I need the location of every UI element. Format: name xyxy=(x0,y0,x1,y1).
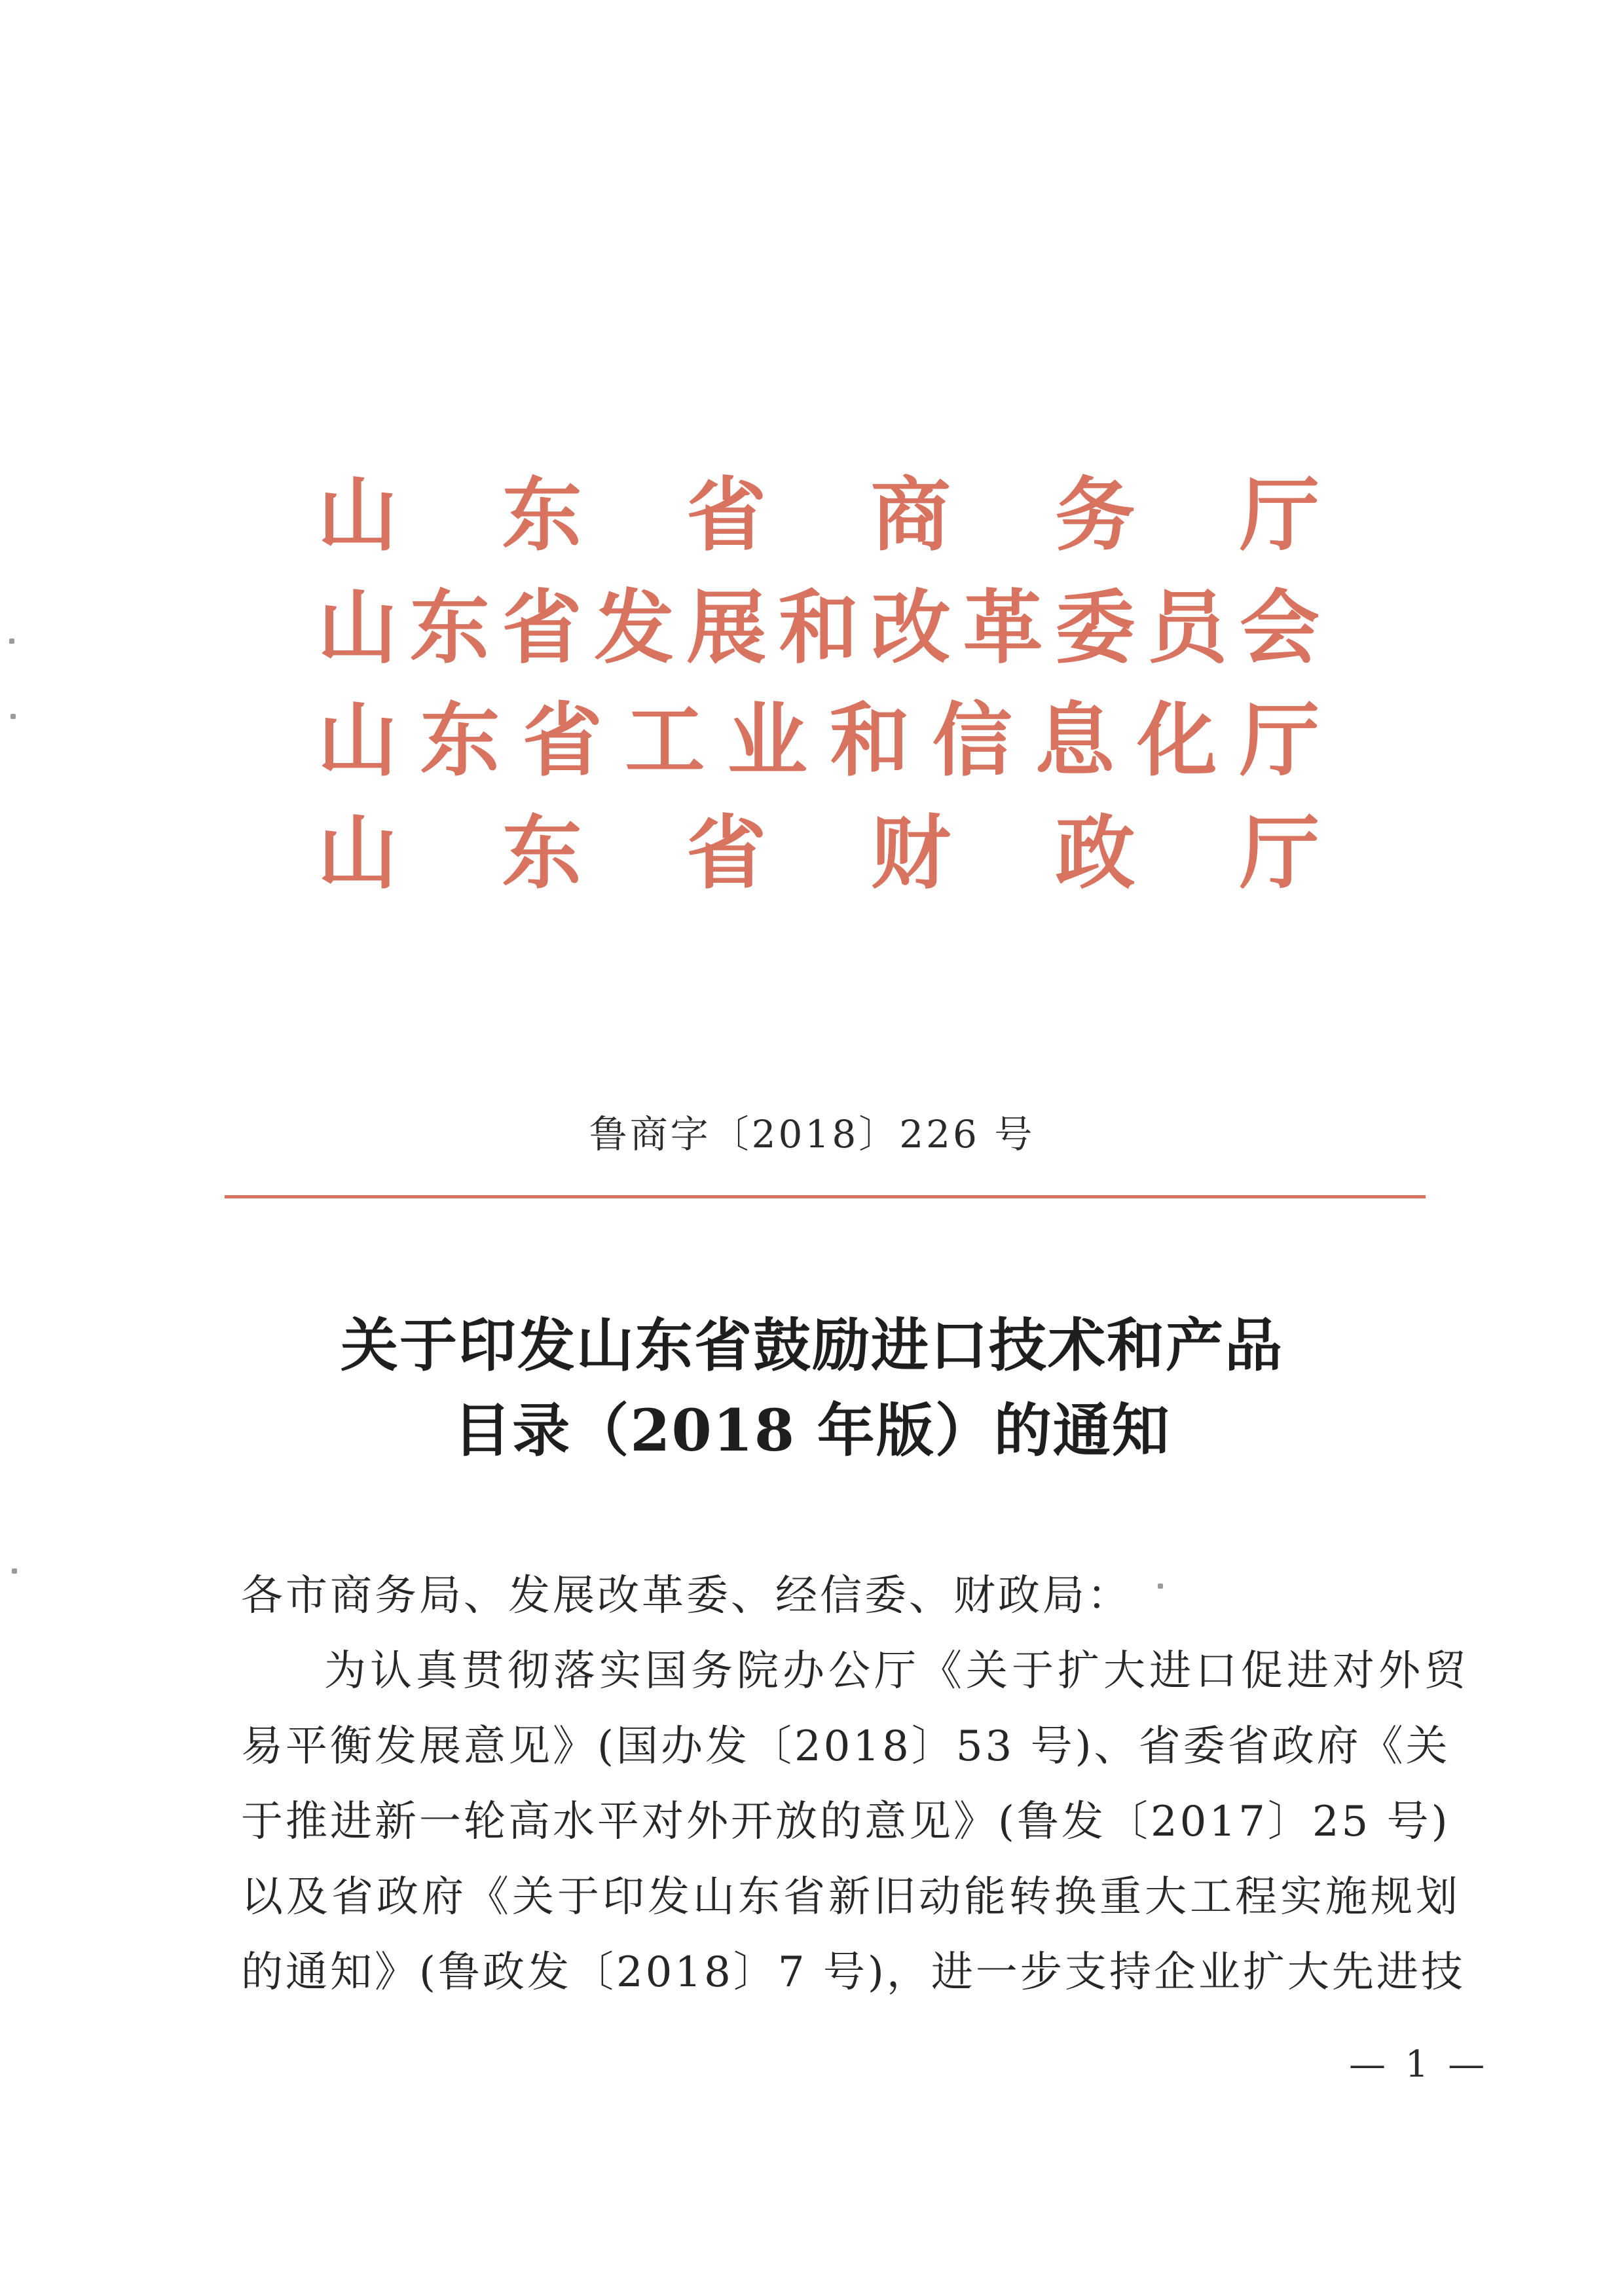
issuer-char: 信 xyxy=(932,693,1012,787)
scan-speck xyxy=(10,714,16,719)
body-line: 以及省政府《关于印发山东省新旧动能转换重大工程实施规划 xyxy=(241,1873,1461,1921)
issuer-char: 商 xyxy=(870,468,951,562)
issuer-char: 省 xyxy=(502,580,582,675)
body-line: 为认真贯彻落实国务院办公厅《关于扩大进口促进对外贸 xyxy=(324,1647,1470,1695)
issuer-finance-department xyxy=(318,796,1320,909)
scan-speck xyxy=(12,1568,17,1574)
body-line: 于推进新一轮高水平对外开放的意见》(鲁发〔2017〕25 号) xyxy=(241,1798,1450,1846)
document-title-line-1: 关于印发山东省鼓励进口技术和产品 xyxy=(340,1311,1283,1379)
body-line: 的通知》(鲁政发〔2018〕7 号)，进一步支持企业扩大先进技 xyxy=(241,1948,1466,1997)
issuer-char: 东 xyxy=(502,468,582,562)
issuer-char: 展 xyxy=(686,580,767,675)
issuer-industry-it-department xyxy=(318,684,1320,796)
issuer-development-reform-commission xyxy=(318,571,1320,684)
issuer-char: 东 xyxy=(409,580,490,675)
issuer-char: 省 xyxy=(686,805,767,900)
issuer-char: 息 xyxy=(1035,693,1115,787)
issuer-commerce-department xyxy=(318,458,1320,571)
issuer-char: 山 xyxy=(318,805,397,900)
issuer-char: 和 xyxy=(830,693,910,787)
issuer-char: 化 xyxy=(1137,693,1217,787)
issuer-char: 业 xyxy=(727,693,807,787)
issuer-char: 东 xyxy=(502,805,582,900)
issuer-char: 革 xyxy=(963,580,1043,675)
issuer-char: 山 xyxy=(318,468,397,562)
issuer-char: 厅 xyxy=(1239,805,1320,900)
issuer-char: 山 xyxy=(318,580,397,675)
issuer-char: 厅 xyxy=(1239,468,1320,562)
document-number: 鲁商字〔2018〕226 号 xyxy=(589,1112,1035,1157)
issuer-char: 山 xyxy=(318,693,397,787)
issuer-char: 厅 xyxy=(1239,693,1320,787)
issuer-char: 员 xyxy=(1147,580,1228,675)
scan-speck xyxy=(9,639,14,644)
page-number: — 1 — xyxy=(1349,2043,1489,2086)
issuer-char: 务 xyxy=(1055,468,1135,562)
issuer-char: 省 xyxy=(686,468,767,562)
document-title-line-2: 目录（2018 年版）的通知 xyxy=(453,1396,1171,1464)
issuer-char: 委 xyxy=(1055,580,1135,675)
issuer-char: 和 xyxy=(778,580,858,675)
issuing-authorities xyxy=(318,458,1320,909)
red-divider-line xyxy=(225,1195,1426,1198)
issuer-char: 省 xyxy=(522,693,602,787)
scan-speck xyxy=(1158,1583,1163,1589)
issuer-char: 会 xyxy=(1239,580,1320,675)
issuer-char: 东 xyxy=(420,693,500,787)
issuer-char: 发 xyxy=(594,580,674,675)
issuer-char: 改 xyxy=(870,580,951,675)
addressee-line: 各市商务局、发展改革委、经信委、财政局： xyxy=(241,1572,1132,1620)
issuer-char: 财 xyxy=(870,805,951,900)
body-line: 易平衡发展意见》(国办发〔2018〕53 号)、省委省政府《关 xyxy=(241,1722,1450,1771)
issuer-char: 工 xyxy=(625,693,705,787)
issuer-char: 政 xyxy=(1055,805,1135,900)
